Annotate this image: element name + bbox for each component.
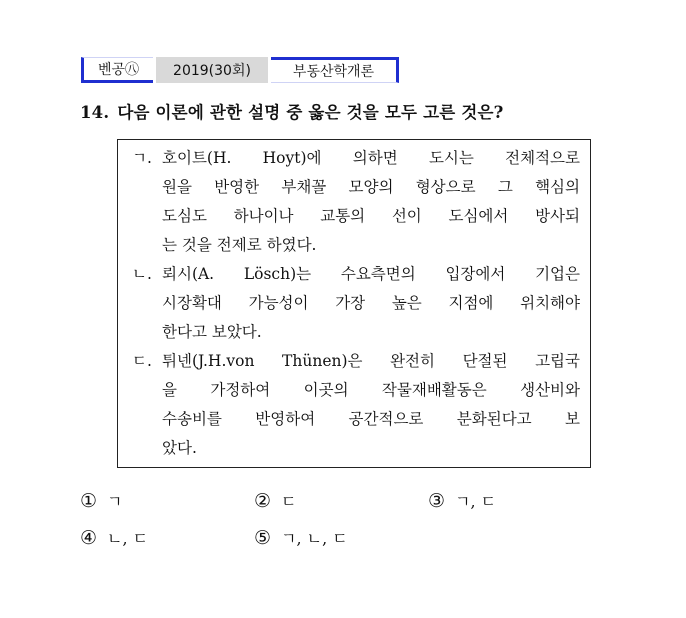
statement-line: 았다. [162, 439, 197, 457]
exam-year-tag: 2019(30회) [156, 57, 268, 83]
statement-item-2 [132, 260, 580, 347]
answer-option-5[interactable] [254, 526, 348, 549]
option-number: ② [254, 489, 272, 512]
statement-line: 도심도 하나이나 교통의 선이 도심에서 방사되 [162, 207, 580, 225]
exam-series-tag: 벤공㊇ [81, 57, 153, 83]
option-text: ㄷ [281, 492, 297, 511]
question-number: 14. [80, 103, 110, 122]
statement-line: 튀넨(J.H.von Thünen)은 완전히 단절된 고립국 [162, 352, 580, 370]
option-text: ㄱ, ㄷ [455, 492, 497, 511]
statement-line: 시장확대 가능성이 가장 높은 지점에 위치해야 [162, 294, 580, 312]
statement-label: ㄱ. [132, 149, 152, 167]
statement-box [117, 139, 591, 468]
question-stem [80, 99, 640, 123]
option-text: ㄴ, ㄷ [107, 529, 149, 548]
statement-item-1 [132, 144, 580, 260]
answer-option-2[interactable] [254, 489, 297, 512]
option-number: ① [80, 489, 98, 512]
option-number: ⑤ [254, 526, 272, 549]
answer-option-4[interactable] [80, 526, 148, 549]
answer-option-1[interactable] [80, 489, 123, 512]
statement-line: 을 가정하여 이곳의 작물재배활동은 생산비와 [162, 381, 580, 399]
statement-label: ㄴ. [132, 265, 152, 283]
statement-line: 한다고 보았다. [162, 323, 262, 341]
exam-tag-strip [81, 57, 399, 83]
option-number: ③ [428, 489, 446, 512]
statement-line: 원을 반영한 부채꼴 모양의 형상으로 그 핵심의 [162, 178, 580, 196]
exam-subject-tag: 부동산학개론 [271, 57, 399, 83]
statement-item-3 [132, 347, 580, 463]
statement-line: 는 것을 전제로 하였다. [162, 236, 317, 254]
statement-line: 수송비를 반영하여 공간적으로 분화된다고 보 [162, 410, 580, 428]
question-text: 다음 이론에 관한 설명 중 옳은 것을 모두 고른 것은? [117, 103, 504, 122]
answer-option-3[interactable] [428, 489, 496, 512]
statement-label: ㄷ. [132, 352, 152, 370]
option-number: ④ [80, 526, 98, 549]
option-text: ㄱ, ㄴ, ㄷ [281, 529, 348, 548]
option-text: ㄱ [107, 492, 123, 511]
statement-line: 호이트(H. Hoyt)에 의하면 도시는 전체적으로 [162, 149, 580, 167]
statement-line: 뢰시(A. Lösch)는 수요측면의 입장에서 기업은 [162, 265, 580, 283]
